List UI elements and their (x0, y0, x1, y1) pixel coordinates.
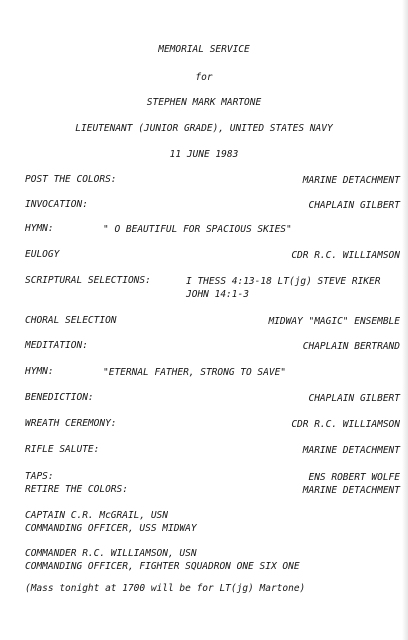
program-value-hymn-2: "ETERNAL FATHER, STRONG TO SAVE" (103, 367, 287, 378)
program-label-benediction: BENEDICTION: (25, 392, 94, 403)
program-value-taps: ENS ROBERT WOLFE (308, 472, 400, 483)
program-label-eulogy: EULOGY (25, 249, 60, 260)
program-label-choral: CHORAL SELECTION (25, 315, 117, 326)
officer-name-2: COMMANDER R.C. WILLIAMSON, USN (25, 548, 197, 559)
program-label-wreath: WREATH CEREMONY: (25, 418, 117, 429)
mass-note: (Mass tonight at 1700 will be for LT(jg) Martone) (25, 583, 306, 594)
document-title: MEMORIAL SERVICE (158, 44, 250, 55)
honoree-rank: LIEUTENANT (JUNIOR GRADE), UNITED STATES NAVY (75, 123, 333, 134)
program-value-retire-colors: MARINE DETACHMENT (302, 485, 400, 496)
officer-name-1: CAPTAIN C.R. McGRAIL, USN (25, 510, 168, 521)
program-value-rifle-salute: MARINE DETACHMENT (302, 445, 400, 456)
honoree-name: STEPHEN MARK MARTONE (146, 97, 262, 108)
program-value-eulogy: CDR R.C. WILLIAMSON (291, 250, 400, 261)
program-label-invocation: INVOCATION: (25, 199, 88, 210)
officer-title-2: COMMANDING OFFICER, FIGHTER SQUADRON ONE SIX ONE (25, 561, 300, 572)
page-edge-shadow (402, 0, 408, 640)
program-value-wreath: CDR R.C. WILLIAMSON (291, 419, 400, 430)
program-value-scriptural-1: I THESS 4:13-18 LT(jg) STEVE RIKER (186, 276, 381, 287)
program-label-taps: TAPS: (25, 471, 54, 482)
program-value-hymn-1: " O BEAUTIFUL FOR SPACIOUS SKIES" (103, 224, 292, 235)
title-for: for (195, 72, 213, 83)
program-label-retire-colors: RETIRE THE COLORS: (25, 484, 128, 495)
program-label-meditation: MEDITATION: (25, 340, 88, 351)
program-label-hymn-2: HYMN: (25, 366, 54, 377)
program-value-post-colors: MARINE DETACHMENT (302, 175, 400, 186)
officer-title-1: COMMANDING OFFICER, USS MIDWAY (25, 523, 197, 534)
program-label-rifle-salute: RIFLE SALUTE: (25, 444, 100, 455)
service-date: 11 JUNE 1983 (169, 149, 239, 160)
program-value-meditation: CHAPLAIN BERTRAND (302, 341, 400, 352)
program-value-benediction: CHAPLAIN GILBERT (308, 393, 400, 404)
program-value-choral: MIDWAY "MAGIC" ENSEMBLE (268, 316, 400, 327)
program-value-invocation: CHAPLAIN GILBERT (308, 200, 400, 211)
program-label-hymn-1: HYMN: (25, 223, 54, 234)
program-label-post-colors: POST THE COLORS: (25, 174, 117, 185)
program-value-scriptural-2: JOHN 14:1-3 (186, 289, 249, 300)
program-label-scriptural: SCRIPTURAL SELECTIONS: (25, 275, 151, 286)
